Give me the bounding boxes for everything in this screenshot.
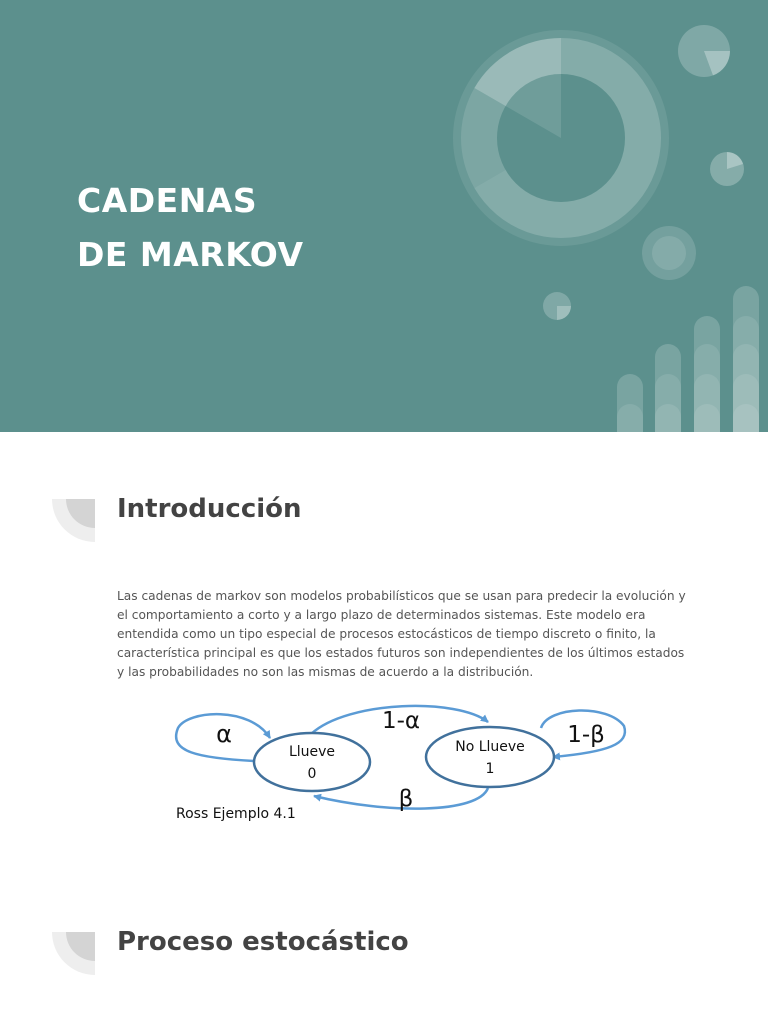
state-nollueve-index: 1	[485, 761, 495, 777]
state-llueve-label: Llueve	[288, 744, 336, 760]
state-node-llueve	[254, 733, 370, 791]
section-heading-introduccion: Introducción	[117, 494, 302, 524]
state-nollueve-label: No Llueve	[455, 739, 525, 755]
markov-chain-diagram	[168, 698, 638, 828]
loop-nollueve-probability: 1-β	[567, 722, 605, 748]
title-line-1: CADENAS	[77, 181, 258, 220]
intro-paragraph: Las cadenas de markov son modelos probabilísticos que se usan para predecir la evolución y el comportamiento a corto y a largo plazo de determinados sistemas. Este modelo era entendida como un tipo especial de procesos estocásticos de tiempo discreto o finito, la característica principal es que los estados futuros son independientes de los últimos estados y las probabilidades no son las mismas de acuerdo a la distribución.	[117, 589, 686, 679]
state-llueve-index: 0	[307, 766, 317, 782]
section-heading-proceso-estocastico: Proceso estocástico	[117, 927, 409, 957]
section-bullet-icon	[52, 932, 96, 976]
title-line-2: DE MARKOV	[77, 235, 304, 274]
title-banner	[0, 0, 768, 432]
section-bullet-icon	[52, 499, 96, 543]
transition-nollueve-to-llueve-probability: β	[398, 786, 414, 812]
transition-llueve-to-nollueve-probability: 1-α	[381, 708, 421, 734]
document-title	[77, 174, 304, 282]
state-node-nollueve	[426, 727, 554, 787]
loop-llueve-probability: α	[216, 720, 232, 748]
diagram-caption: Ross Ejemplo 4.1	[176, 806, 296, 822]
